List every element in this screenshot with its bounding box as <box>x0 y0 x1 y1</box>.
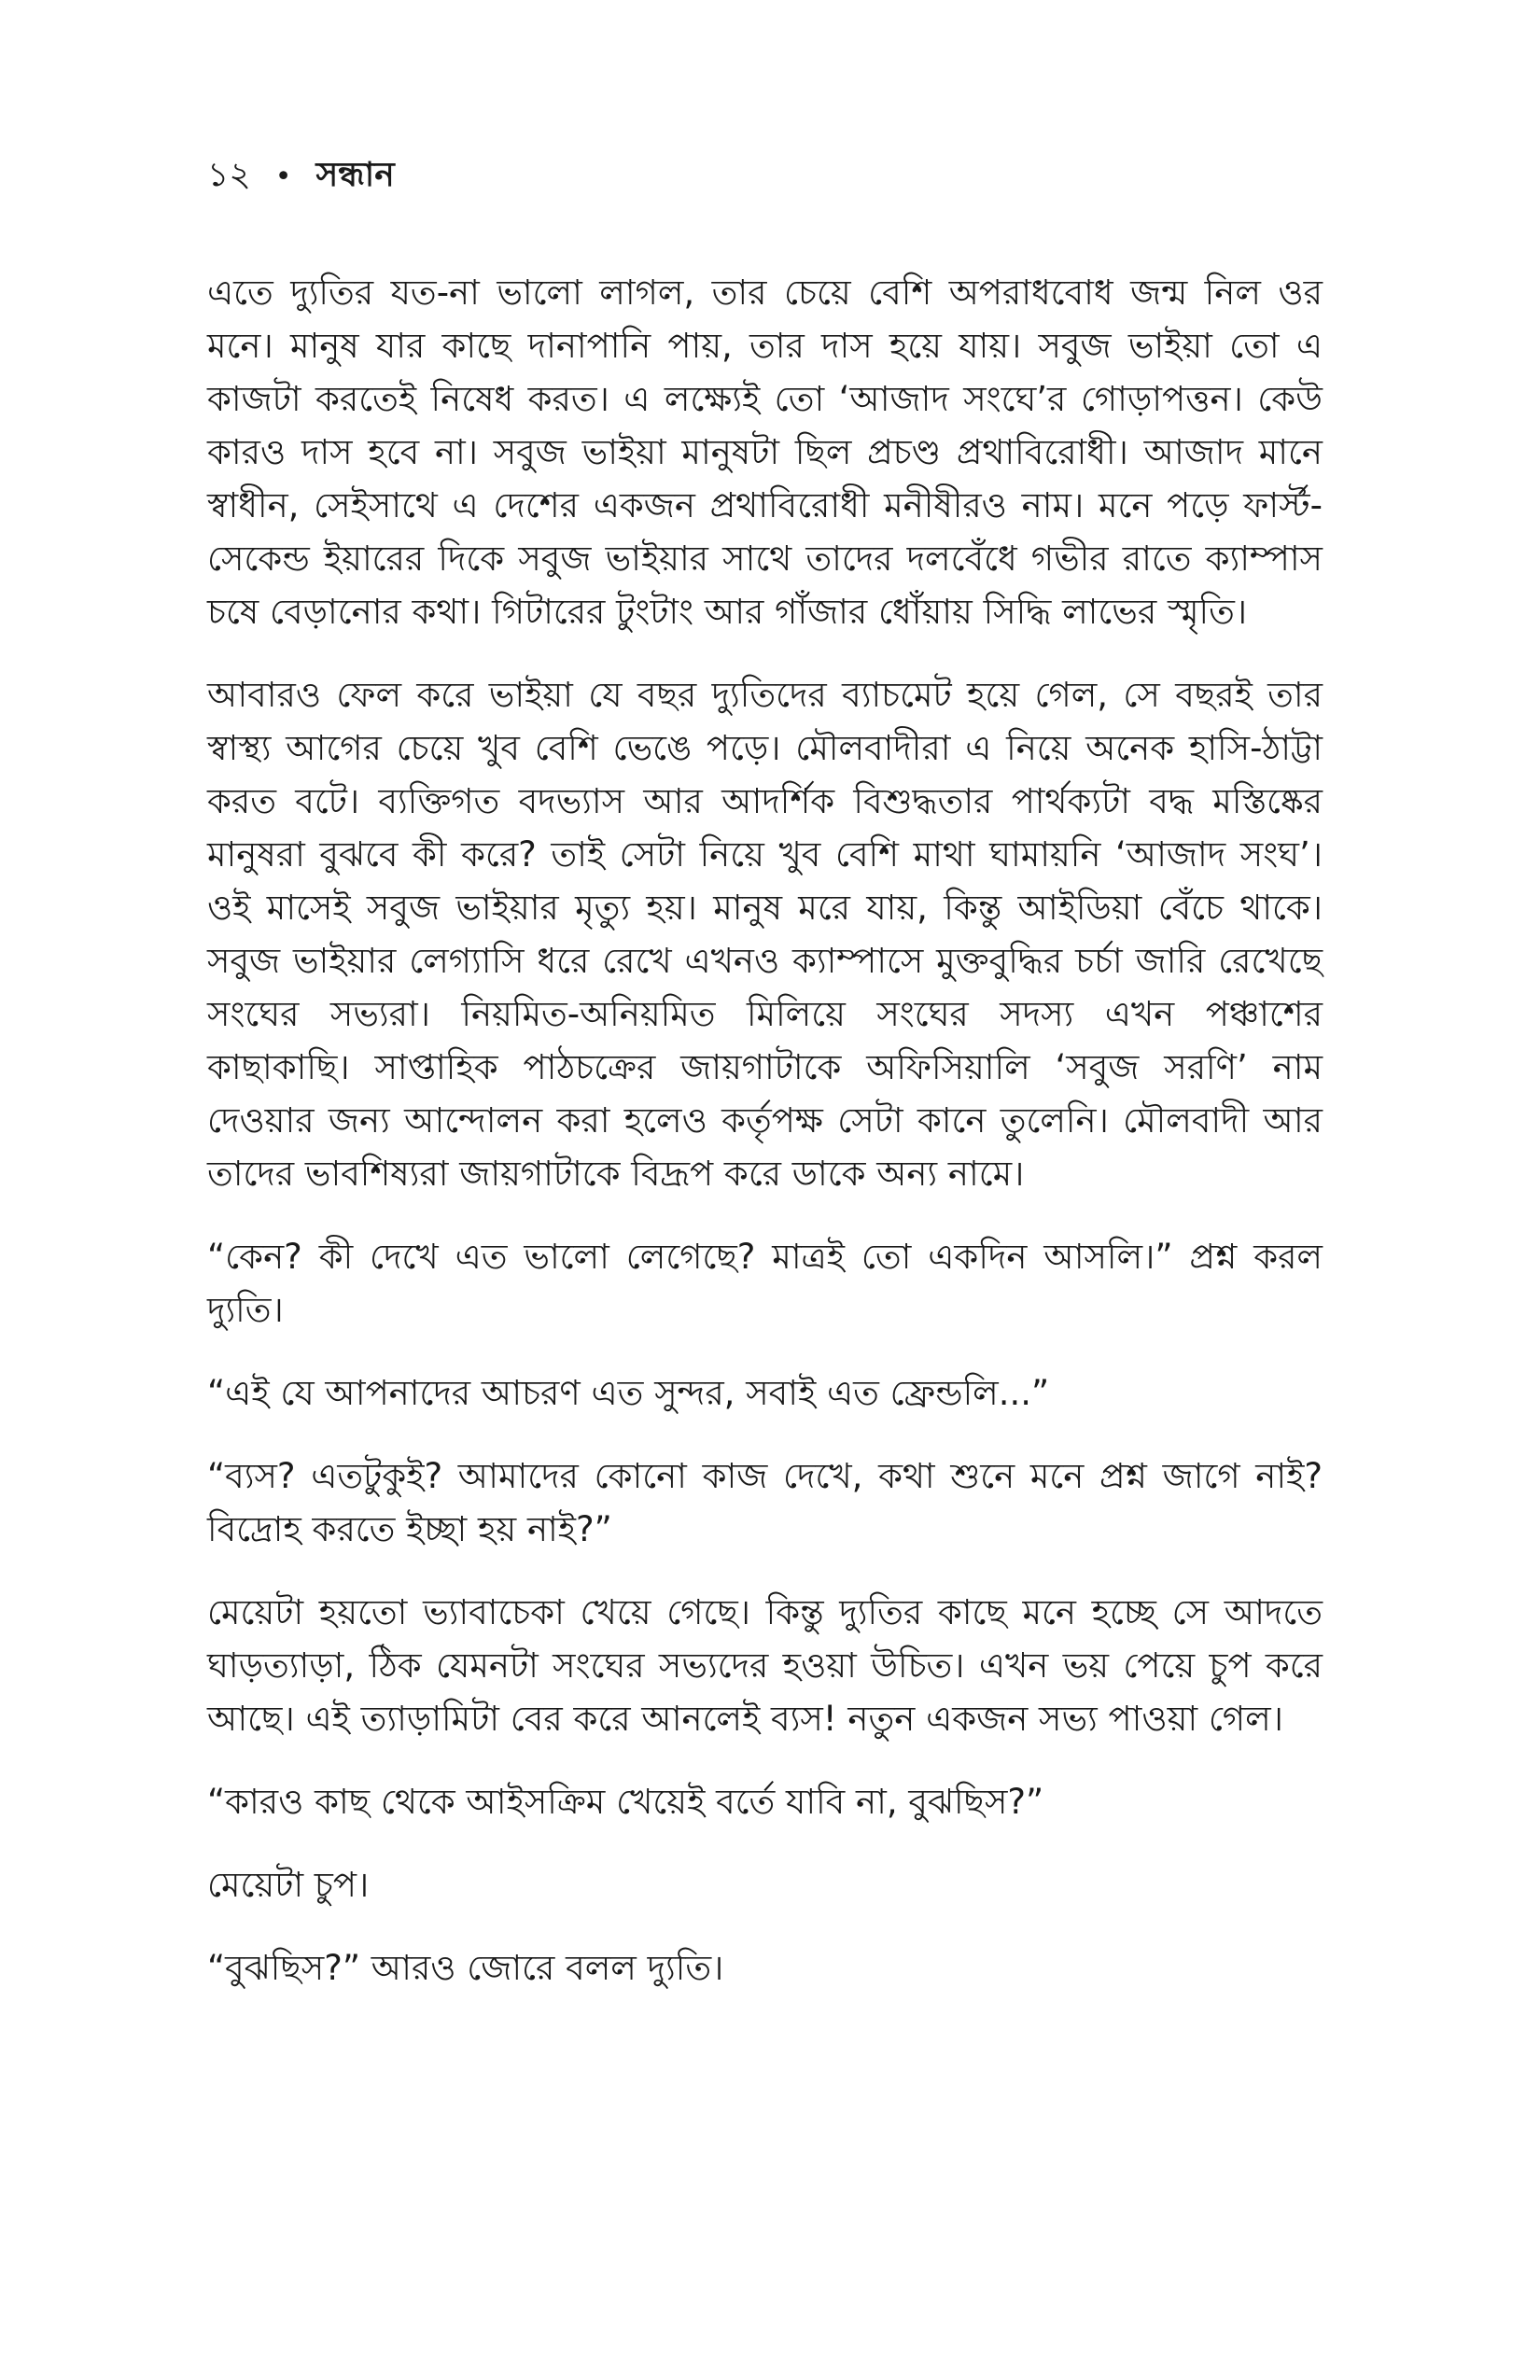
running-header <box>207 152 395 201</box>
paragraph: মেয়েটা চুপ। <box>207 1865 370 1905</box>
paragraph: আবারও ফেল করে ভাইয়া যে বছর দ্যুতিদের ব্যাচমেট হয়ে গেল, সে বছরই তার স্বাস্থ্য আগের চেয়ে খুব বেশি ভেঙে পড়ে। মৌলবাদীরা এ নিয়ে অনেক হাসি-ঠাট্টা করত বটে। ব্যক্তিগত বদভ্যাস আর আদর্শিক বিশুদ্ধতার পার্থক্যটা বদ্ধ মস্তিষ্কের মানুষরা বুঝবে কী করে? তাই সেটা নিয়ে খুব বেশি মাথা ঘামায়নি ‘আজাদ সংঘ’। ওই মাসেই সবুজ ভাইয়ার মৃত্যু হয়। মানুষ মরে যায়, কিন্তু আইডিয়া বেঁচে থাকে। সবুজ ভাইয়ার লেগ্যাসি ধরে রেখে এখনও ক্যাম্পাসে মুক্তবুদ্ধির চর্চা জারি রেখেছে সংঘের সভ্যরা। নিয়মিত-অনিয়মিত মিলিয়ে সংঘের সদস্য এখন পঞ্চাশের কাছাকাছি। সাপ্তাহিক পাঠচক্রের জায়গাটাকে অফিসিয়ালি ‘সবুজ সরণি’ নাম দেওয়ার জন্য আন্দোলন করা হলেও কর্তৃপক্ষ সেটা কানে তুলেনি। মৌলবাদী আর তাদের ভাবশিষ্যরা জায়গাটাকে বিদ্রূপ করে ডাকে অন্য নামে। <box>207 675 1323 1194</box>
paragraph: “বুঝছিস?” আরও জোরে বলল দ্যুতি। <box>207 1948 724 1988</box>
paragraph: “এই যে আপনাদের আচরণ এত সুন্দর, সবাই এত ফ্রেন্ডলি...” <box>207 1373 1050 1413</box>
paragraph: মেয়েটা হয়তো ভ্যাবাচেকা খেয়ে গেছে। কিন্তু দ্যুতির কাছে মনে হচ্ছে সে আদতে ঘাড়ত্যাড়া, ঠিক যেমনটা সংঘের সভ্যদের হওয়া উচিত। এখন ভয় পেয়ে চুপ করে আছে। এই ত্যাড়ামিটা বের করে আনলেই ব্যস! নতুন একজন সভ্য পাওয়া গেল। <box>207 1592 1323 1739</box>
paragraph: “কারও কাছ থেকে আইসক্রিম খেয়েই বর্তে যাবি না, বুঝছিস?” <box>207 1782 1044 1822</box>
page-number: ১২ <box>207 156 251 194</box>
body-text <box>207 266 1323 2024</box>
paragraph: “কেন? কী দেখে এত ভালো লেগেছে? মাত্রই তো একদিন আসলি।” প্রশ্ন করল দ্যুতি। <box>207 1237 1323 1330</box>
paragraph: “ব্যস? এতটুকুই? আমাদের কোনো কাজ দেখে, কথা শুনে মনে প্রশ্ন জাগে নাই? বিদ্রোহ করতে ইচ্ছা হয় নাই?” <box>207 1456 1323 1549</box>
book-title: সন্ধান <box>315 156 395 194</box>
header-separator: • <box>274 161 292 193</box>
paragraph: এতে দ্যুতির যত-না ভালো লাগল, তার চেয়ে বেশি অপরাধবোধ জন্ম নিল ওর মনে। মানুষ যার কাছে দানাপানি পায়, তার দাস হয়ে যায়। সবুজ ভাইয়া তো এ কাজটা করতেই নিষেধ করত। এ লক্ষ্যেই তো ‘আজাদ সংঘে’র গোড়াপত্তন। কেউ কারও দাস হবে না। সবুজ ভাইয়া মানুষটা ছিল প্রচণ্ড প্রথাবিরোধী। আজাদ মানে স্বাধীন, সেইসাথে এ দেশের একজন প্রথাবিরোধী মনীষীরও নাম। মনে পড়ে ফার্স্ট-সেকেন্ড ইয়ারের দিকে সবুজ ভাইয়ার সাথে তাদের দলবেঁধে গভীর রাতে ক্যাম্পাস চষে বেড়ানোর কথা। গিটারের টুংটাং আর গাঁজার ধোঁয়ায় সিদ্ধি লাভের স্মৃতি। <box>207 273 1323 632</box>
